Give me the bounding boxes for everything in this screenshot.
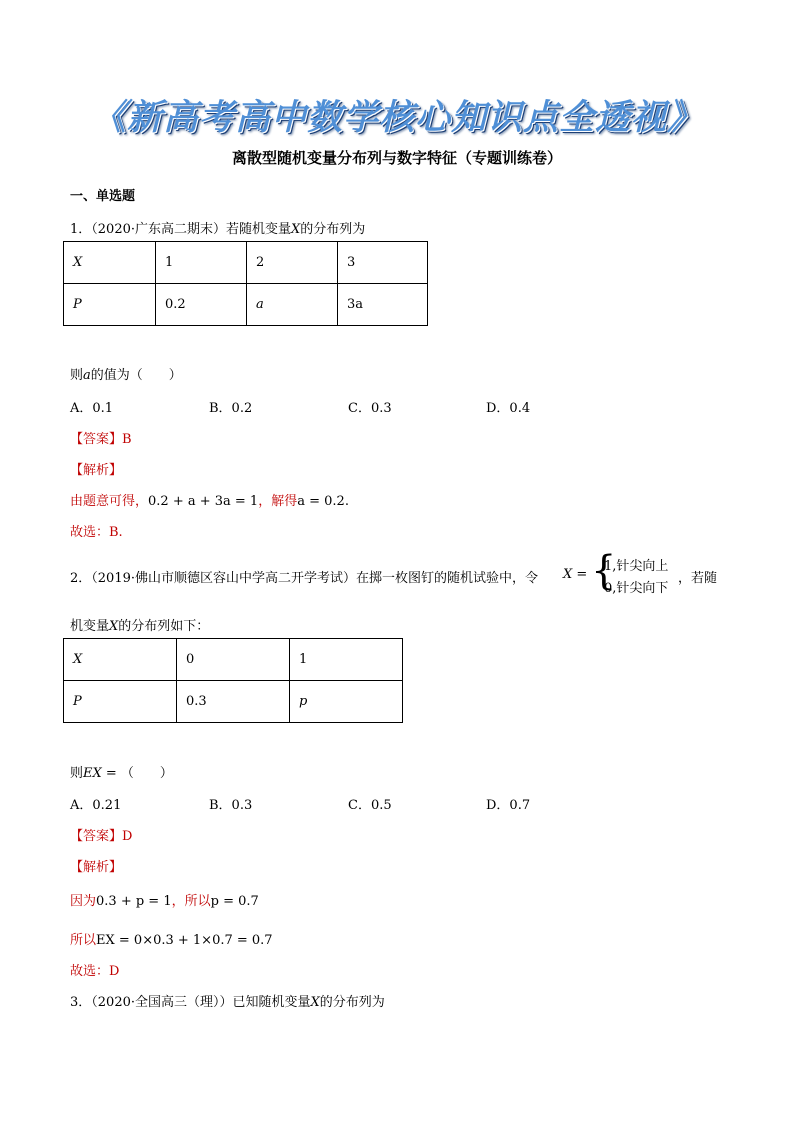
table-cell: 2 (247, 242, 338, 284)
table-row (64, 284, 428, 326)
q1-option-a: A．0.1 (70, 401, 114, 416)
q1-option-d: D．0.4 (486, 401, 531, 416)
section-heading: 一、单选题 (70, 189, 136, 204)
table-cell: P (64, 284, 156, 326)
q1-option-b: B．0.2 (209, 401, 253, 416)
table-cell: 1 (290, 639, 403, 681)
q2-distribution-table (63, 638, 403, 723)
q2-conclusion: 故选：D (70, 964, 120, 979)
document-subtitle: 离散型随机变量分布列与数字特征（专题训练卷） (231, 149, 562, 167)
table-cell: X (64, 242, 156, 284)
table-cell: 0.2 (156, 284, 247, 326)
q2-option-b: B．0.3 (209, 798, 253, 813)
q2-question: 则EX = （ ） (70, 766, 173, 781)
q2-stem: 2．（2019·佛山市顺德区容山中学高二开学考试）在掷一枚图钉的随机试验中，令 (70, 571, 538, 586)
table-row (64, 681, 403, 723)
table-cell: a (247, 284, 338, 326)
q3-stem: 3．（2020·全国高三（理））已知随机变量X的分布列为 (70, 995, 385, 1010)
q2-option-c: C．0.5 (348, 798, 392, 813)
table-cell: 3 (338, 242, 428, 284)
q1-answer: 【答案】B (70, 432, 132, 447)
q1-solution: 由题意可得，0.2 + a + 3a = 1，解得a = 0.2. (70, 494, 349, 509)
document-banner-title: 《新高考高中数学核心知识点全透视》 (90, 98, 703, 138)
q2-option-d: D．0.7 (486, 798, 531, 813)
q2-analysis-label: 【解析】 (70, 860, 123, 875)
table-cell: 3a (338, 284, 428, 326)
table-cell: p (290, 681, 403, 723)
q2-option-a: A．0.21 (70, 798, 122, 813)
q1-conclusion: 故选：B. (70, 525, 123, 540)
table-cell: 0 (177, 639, 290, 681)
q1-option-c: C．0.3 (348, 401, 392, 416)
table-cell: 1 (156, 242, 247, 284)
q1-analysis-label: 【解析】 (70, 463, 123, 478)
q2-solution-line2: 所以EX = 0×0.3 + 1×0.7 = 0.7 (70, 933, 273, 948)
table-cell: P (64, 681, 177, 723)
q2-def-lhs: X = (563, 567, 588, 582)
q2-solution-line1: 因为0.3 + p = 1，所以p = 0.7 (70, 894, 259, 909)
table-cell: 0.3 (177, 681, 290, 723)
q2-stem-tail: ，若随 (678, 571, 718, 586)
left-brace-symbol: { (591, 548, 617, 594)
q2-case-1: 1,针尖向上 (604, 559, 669, 574)
q1-stem: 1．（2020·广东高二期末）若随机变量X的分布列为 (70, 222, 366, 237)
table-cell: X (64, 639, 177, 681)
table-row (64, 639, 403, 681)
q2-answer: 【答案】D (70, 829, 133, 844)
q1-question: 则a的值为（ ） (70, 368, 182, 383)
q1-distribution-table (63, 241, 428, 326)
q2-case-2: 0,针尖向下 (604, 581, 669, 596)
table-row (64, 242, 428, 284)
q2-stem-line2: 机变量X的分布列如下： (70, 619, 210, 634)
